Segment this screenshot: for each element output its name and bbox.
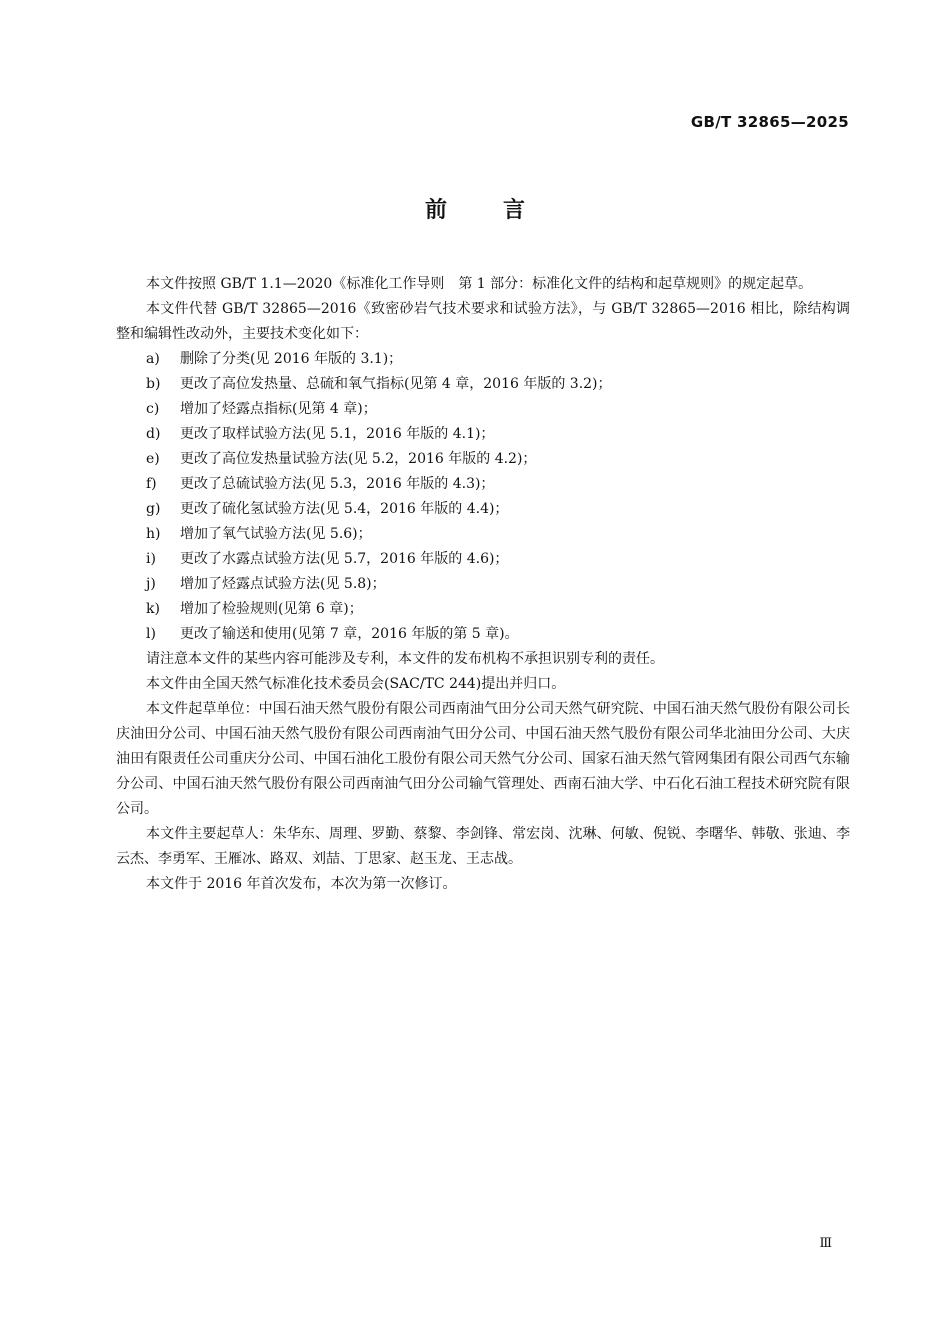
list-marker: c) — [146, 401, 160, 417]
paragraph-drafters: 本文件主要起草人：朱华东、周理、罗勤、蔡黎、李剑锋、常宏岗、沈琳、何敏、倪锐、李曙华、韩敬、张迪、李云杰、李勇军、王雁冰、路双、刘喆、丁思家、赵玉龙、王志战。 — [116, 826, 850, 867]
paragraph-drafting-units: 本文件起草单位：中国石油天然气股份有限公司西南油气田分公司天然气研究院、中国石油天然气股份有限公司长庆油田分公司、中国石油天然气股份有限公司西南油气田分公司、中国石油天然气股份有限公司华北油田分公司、大庆油田有限责任公司重庆分公司、中国石油化工股份有限公司天然气分公司、国家石油天然气管网集团有限公司西气东输分公司、中国石油天然气股份有限公司西南油气田分公司输气管理处、西南石油大学、中石化石油工程技术研究院有限公司。 — [116, 701, 850, 817]
list-marker: a) — [146, 351, 160, 367]
list-item-text: 更改了水露点试验方法(见 5.7，2016 年版的 4.6)； — [180, 551, 509, 567]
list-item — [116, 397, 850, 422]
standard-number: GB/T 32865—2025 — [690, 113, 849, 131]
list-item-text: 删除了分类(见 2016 年版的 3.1)； — [180, 351, 403, 367]
paragraph-replacement: 本文件代替 GB/T 32865—2016《致密砂岩气技术要求和试验方法》，与 GB/T 32865—2016 相比，除结构调整和编辑性改动外，主要技术变化如下： — [116, 301, 850, 342]
list-marker: l) — [146, 626, 156, 642]
list-item-text: 更改了总硫试验方法(见 5.3，2016 年版的 4.3)； — [180, 476, 495, 492]
foreword-body — [116, 272, 850, 897]
list-item-text: 增加了检验规则(见第 6 章)； — [180, 601, 363, 617]
list-item — [116, 422, 850, 447]
list-marker: f) — [146, 476, 157, 492]
list-item — [116, 472, 850, 497]
list-item — [116, 497, 850, 522]
paragraph-committee: 本文件由全国天然气标准化技术委员会(SAC/TC 244)提出并归口。 — [146, 676, 566, 692]
list-marker: i) — [146, 551, 156, 567]
list-item — [116, 347, 850, 372]
list-item-text: 更改了输送和使用(见第 7 章，2016 年版的第 5 章)。 — [180, 626, 519, 642]
list-item — [116, 597, 850, 622]
technical-changes-list — [116, 347, 850, 647]
list-marker: e) — [146, 451, 160, 467]
list-item — [116, 622, 850, 647]
list-item-text: 增加了氧气试验方法(见 5.6)； — [180, 526, 372, 542]
list-marker: j) — [146, 576, 156, 592]
list-marker: k) — [146, 601, 160, 617]
list-marker: d) — [146, 426, 161, 442]
list-marker: g) — [146, 501, 161, 517]
paragraph-patent-notice: 请注意本文件的某些内容可能涉及专利，本文件的发布机构不承担识别专利的责任。 — [146, 651, 664, 667]
list-item-text: 更改了高位发热量试验方法(见 5.2，2016 年版的 4.2)； — [180, 451, 537, 467]
list-item-text: 增加了烃露点指标(见第 4 章)； — [180, 401, 377, 417]
page-number: Ⅲ — [819, 1236, 832, 1251]
list-item-text: 更改了高位发热量、总硫和氧气指标(见第 4 章，2016 年版的 3.2)； — [180, 376, 612, 392]
list-item-text: 更改了取样试验方法(见 5.1，2016 年版的 4.1)； — [180, 426, 495, 442]
paragraph-history: 本文件于 2016 年首次发布，本次为第一次修订。 — [146, 876, 457, 892]
list-item — [116, 447, 850, 472]
list-item-text: 更改了硫化氢试验方法(见 5.4，2016 年版的 4.4)； — [180, 501, 509, 517]
page-title: 前言 — [424, 198, 581, 223]
list-item-text: 增加了烃露点试验方法(见 5.8)； — [180, 576, 386, 592]
list-marker: b) — [146, 376, 161, 392]
list-item — [116, 522, 850, 547]
list-item — [116, 572, 850, 597]
list-item — [116, 547, 850, 572]
list-item — [116, 372, 850, 397]
paragraph-drafting-rules: 本文件按照 GB/T 1.1—2020《标准化工作导则 第 1 部分：标准化文件的结构和起草规则》的规定起草。 — [146, 276, 813, 292]
list-marker: h) — [146, 526, 161, 542]
